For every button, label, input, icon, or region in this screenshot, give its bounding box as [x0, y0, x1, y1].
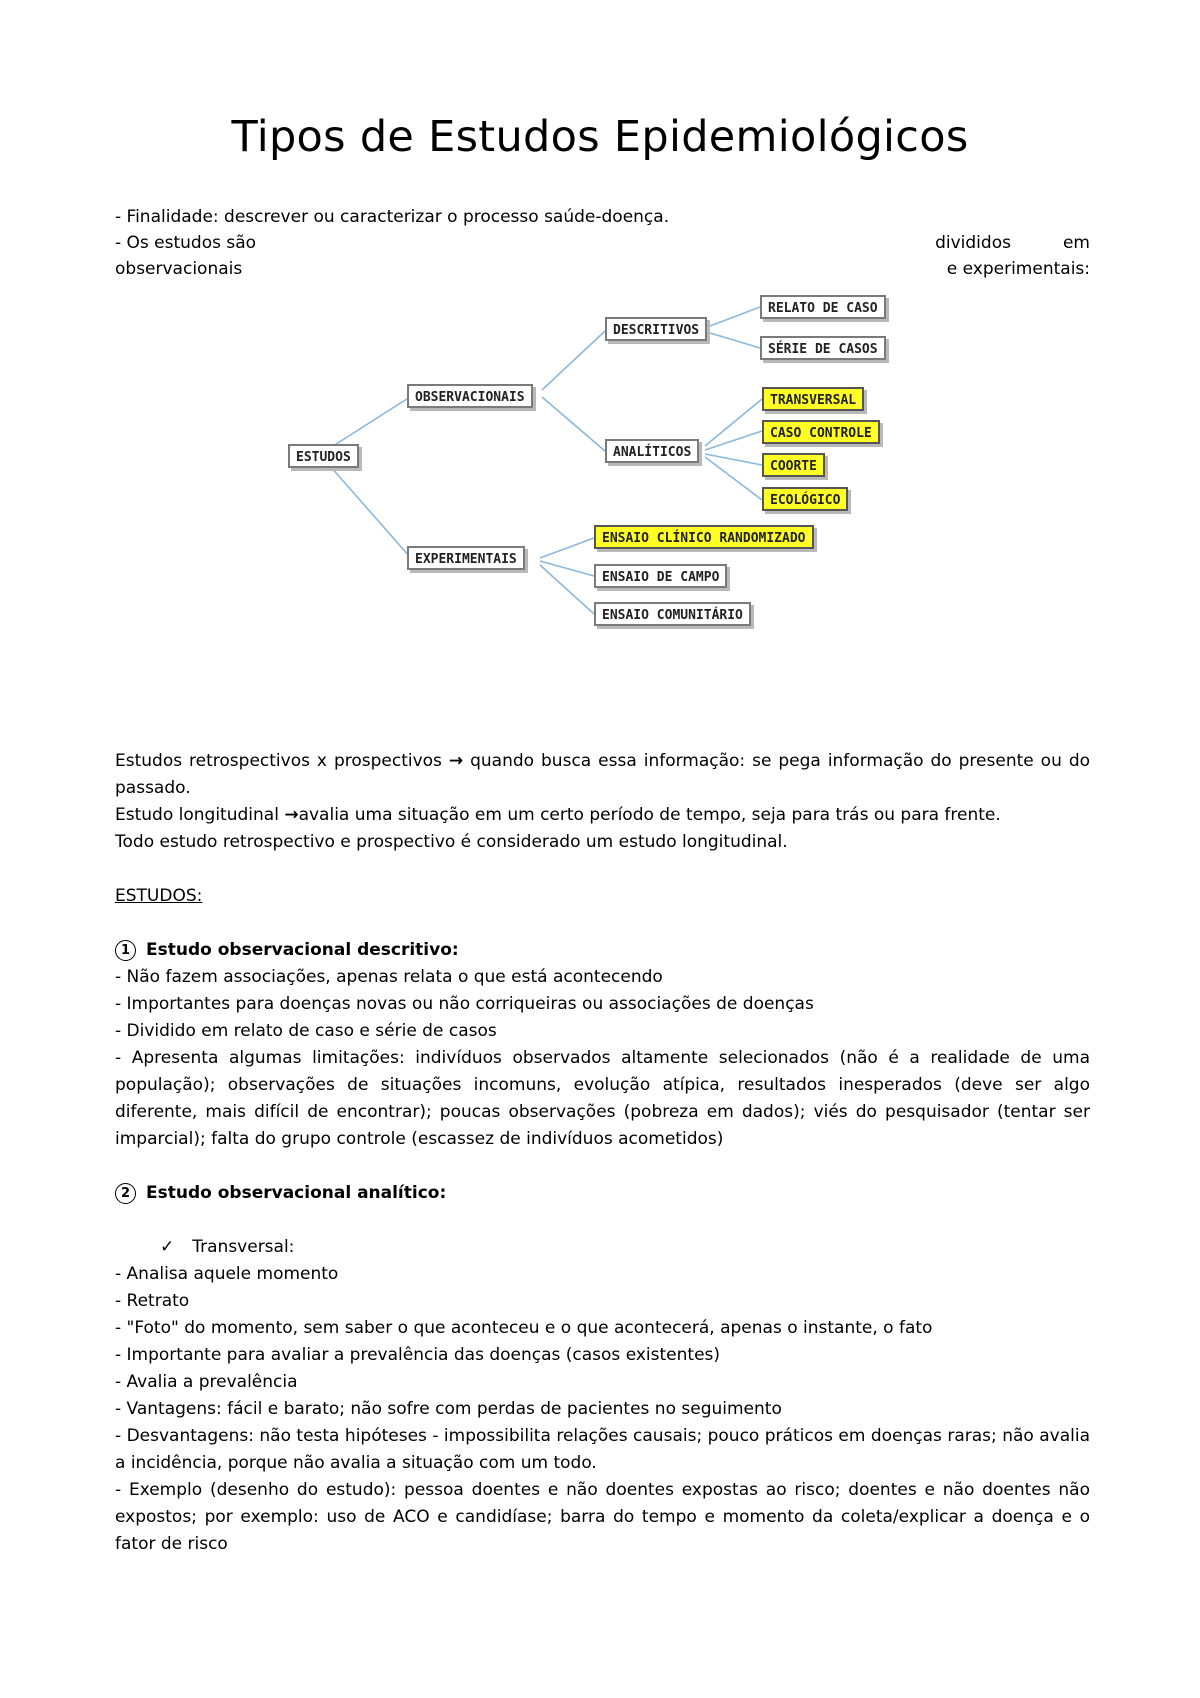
transversal-item-1: - Analisa aquele momento: [115, 1264, 339, 1284]
transversal-item-2: - Retrato: [115, 1291, 190, 1311]
longitudinal-definition: avalia uma situação em um certo período de tempo, seja para trás ou para frente.: [298, 805, 1001, 825]
longitudinal-paragraph: [115, 802, 1090, 829]
retro-prospectivos-paragraph: [115, 748, 1090, 802]
transversal-item-5: - Avalia a prevalência: [115, 1372, 298, 1392]
s1-item-1: - Não fazem associações, apenas relata o que está acontecendo: [115, 967, 663, 987]
observacionais-word: observacionais: [115, 259, 243, 279]
circled-number-1-icon: 1: [115, 940, 136, 961]
body-text: [115, 748, 1090, 1558]
node-ensaio-de-campo: ENSAIO DE CAMPO: [594, 564, 727, 588]
connector-observacionais-analiticos: [542, 397, 605, 451]
section-2-heading: [115, 1180, 1090, 1207]
exemplo-paragraph: - Exemplo (desenho do estudo): pessoa doentes e não doentes expostas ao risco; doentes e não doentes não expostos; por exemplo: uso de ACO e candidíase; barra do tempo e momento da coleta/explicar a doença e o fator de risco: [115, 1480, 1090, 1554]
transversal-check-item: [115, 1234, 1090, 1261]
study-types-diagram: [0, 0, 1200, 700]
connector-estudos-observacionais: [330, 397, 410, 448]
retro-prospectivos-definition: quando busca essa informação: se pega informação do presente ou do passado.: [115, 751, 1091, 798]
connector-experimentais-ensaio-comunitario: [540, 565, 594, 614]
spacer: [115, 1153, 1090, 1180]
node-ensaio-clinico-randomizado: ENSAIO CLÍNICO RANDOMIZADO: [594, 525, 814, 549]
connector-analiticos-caso-controle: [705, 431, 762, 450]
connector-analiticos-coorte: [705, 454, 762, 465]
arrow-right-icon: →: [448, 751, 464, 771]
section-1-heading: [115, 937, 1090, 964]
spacer: [115, 1207, 1090, 1234]
divididos-line-right-group: [935, 230, 1090, 256]
longitudinal-term: Estudo longitudinal: [115, 805, 279, 825]
node-analiticos: ANALÍTICOS: [605, 439, 699, 463]
s1-limitations: - Apresenta algumas limitações: indivíduos observados altamente selecionados (não é a realidade de uma população); observações de situações incomuns, evolução atípica, resultados inesperados (deve ser algo diferente, mais difícil de encontrar); poucas observações (pobreza em dados); viés do pesquisador (tentar ser imparcial); falta do grupo controle (escassez de indivíduos acometidos): [115, 1048, 1090, 1149]
node-experimentais: EXPERIMENTAIS: [407, 546, 525, 570]
page-title: Tipos de Estudos Epidemiológicos: [231, 112, 969, 162]
connector-analiticos-ecologico: [705, 457, 762, 500]
node-estudos: ESTUDOS: [288, 444, 359, 468]
transversal-item-3: - "Foto" do momento, sem saber o que aconteceu e o que acontecerá, apenas o instante, o fato: [115, 1318, 933, 1338]
node-descritivos: DESCRITIVOS: [605, 317, 707, 341]
finalidade-line: - Finalidade: descrever ou caracterizar o processo saúde-doença.: [115, 207, 670, 227]
todo-estudo-line: Todo estudo retrospectivo e prospectivo é considerado um estudo longitudinal.: [115, 832, 788, 852]
estudos-heading: ESTUDOS:: [115, 886, 203, 906]
node-serie-de-casos: SÉRIE DE CASOS: [760, 336, 886, 360]
check-icon: ✓: [160, 1237, 175, 1257]
connector-experimentais-ensaio-campo: [540, 561, 594, 576]
arrow-right-icon: →: [284, 805, 299, 825]
divididos-line: [115, 230, 1090, 256]
s1-item-3: - Dividido em relato de caso e série de casos: [115, 1021, 497, 1041]
section-1-title: Estudo observacional descritivo:: [146, 940, 459, 960]
intro-block: [115, 204, 1090, 282]
divididos-word: divididos: [935, 233, 1011, 253]
transversal-item-6: - Vantagens: fácil e barato; não sofre com perdas de pacientes no seguimento: [115, 1399, 782, 1419]
node-transversal: TRANSVERSAL: [762, 387, 864, 411]
connector-analiticos-transversal: [705, 399, 762, 446]
connector-estudos-experimentais: [330, 466, 410, 557]
transversal-label: Transversal:: [192, 1237, 295, 1257]
transversal-item-4: - Importante para avaliar a prevalência das doenças (casos existentes): [115, 1345, 721, 1365]
node-coorte: COORTE: [762, 453, 825, 477]
connector-descritivos-relato: [710, 307, 760, 326]
node-ecologico: ECOLÓGICO: [762, 487, 848, 511]
circled-number-2-icon: 2: [115, 1183, 136, 1204]
observacionais-line: [115, 256, 1090, 282]
s1-item-2: - Importantes para doenças novas ou não corriqueiras ou associações de doenças: [115, 994, 814, 1014]
spacer: [115, 910, 1090, 937]
node-ensaio-comunitario: ENSAIO COMUNITÁRIO: [594, 602, 751, 626]
node-caso-controle: CASO CONTROLE: [762, 420, 880, 444]
experimentais-word: e experimentais:: [946, 259, 1090, 279]
connector-observacionais-descritivos: [542, 331, 605, 390]
node-observacionais: OBSERVACIONAIS: [407, 384, 533, 408]
node-relato-de-caso: RELATO DE CASO: [760, 295, 886, 319]
connector-descritivos-serie: [710, 333, 760, 348]
retro-prospectivos-term: Estudos retrospectivos x prospectivos: [115, 751, 442, 771]
spacer: [115, 856, 1090, 883]
connector-experimentais-ensaio-clinico: [540, 538, 594, 558]
em-word: em: [1062, 233, 1090, 253]
section-2-title: Estudo observacional analítico:: [146, 1183, 447, 1203]
desvantagens-paragraph: - Desvantagens: não testa hipóteses - impossibilita relações causais; pouco práticos em doenças raras; não avalia a incidência, porque não avalia a situação com um todo.: [115, 1426, 1090, 1473]
divididos-line-left: - Os estudos são: [115, 233, 257, 253]
